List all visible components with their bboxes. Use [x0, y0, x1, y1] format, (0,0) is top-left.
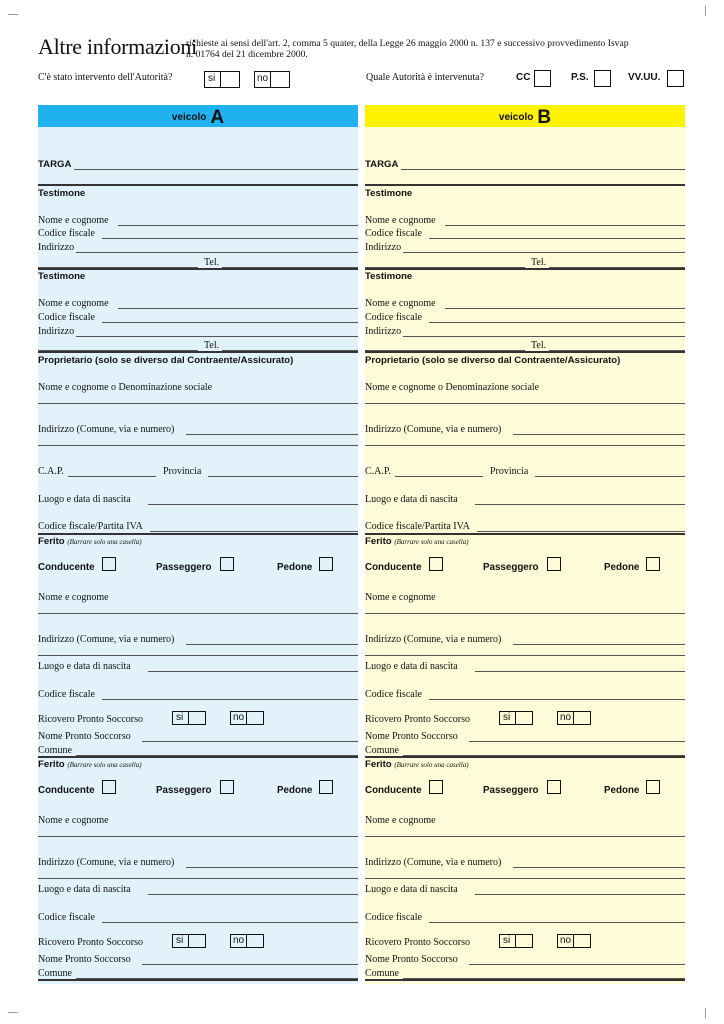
- ferito-1-heading: [38, 536, 142, 547]
- ricovero-no-label: no: [233, 935, 245, 946]
- proprietario-nascita-field[interactable]: [365, 492, 685, 506]
- field-label: Ricovero Pronto Soccorso: [365, 714, 470, 725]
- section-divider: [38, 351, 358, 353]
- field-label: Indirizzo: [38, 242, 75, 253]
- targa-line[interactable]: [401, 169, 685, 170]
- ferito-1-cf-field[interactable]: [38, 687, 358, 701]
- ferito-1-nome-field[interactable]: [38, 590, 358, 604]
- ferito-1-pedone-checkbox[interactable]: [646, 557, 660, 571]
- field-label: Indirizzo (Comune, via e numero): [365, 634, 502, 645]
- field-label: Codice fiscale/Partita IVA: [365, 521, 470, 532]
- field-line[interactable]: [429, 322, 685, 323]
- field-line[interactable]: [148, 504, 358, 505]
- ferito-note: (Barrare solo una casella): [67, 761, 142, 769]
- page-title: Altre informazioni: [38, 34, 197, 59]
- field-line[interactable]: [429, 238, 685, 239]
- authority-vvuu-checkbox[interactable]: [667, 70, 684, 87]
- ferito-2-conducente-label: Conducente: [38, 785, 95, 796]
- field-line[interactable]: [535, 476, 685, 477]
- authority-option-cc-label: CC: [516, 72, 531, 83]
- field-label: Nome Pronto Soccorso: [38, 954, 131, 965]
- ricovero-si-label: si: [176, 935, 184, 946]
- field-label: Indirizzo (Comune, via e numero): [365, 424, 502, 435]
- ricovero-no-box[interactable]: [573, 711, 591, 725]
- field-label: Nome e cognome o Denominazione sociale: [365, 382, 540, 393]
- vehicle-header-prefix: veicolo: [498, 112, 534, 123]
- ferito-2-nome-field[interactable]: [38, 813, 358, 827]
- authority-question: C'è stato intervento dell'Autorità?: [38, 72, 173, 83]
- ferito-1-passeggero-label: Passeggero: [483, 562, 539, 573]
- field-line[interactable]: [445, 308, 685, 309]
- section-divider: [365, 268, 685, 270]
- field-label: Nome Pronto Soccorso: [365, 954, 458, 965]
- ricovero-no-box[interactable]: [573, 934, 591, 948]
- subtitle-line-1: richieste ai sensi dell'art. 2, comma 5 quater, della Legge 26 maggio 2000 n. 137 e successivo provvedimento Isvap: [186, 38, 629, 49]
- field-label: Luogo e data di nascita: [38, 494, 131, 505]
- section-divider: [365, 533, 685, 535]
- testimone-2-tel-field[interactable]: [365, 338, 685, 352]
- field-label: Nome e cognome: [38, 815, 109, 826]
- testimone-2-nome-field[interactable]: [365, 296, 685, 310]
- section-divider: [38, 979, 358, 981]
- crop-mark: [705, 6, 706, 16]
- field-line[interactable]: [102, 699, 358, 700]
- ferito-1-indirizzo-field[interactable]: [365, 632, 685, 646]
- field-line[interactable]: [148, 894, 358, 895]
- ferito-1-indirizzo-field[interactable]: [38, 632, 358, 646]
- section-divider: [38, 184, 358, 186]
- testimone-2-cf-field[interactable]: [365, 310, 685, 324]
- testimone-1-nome-field[interactable]: [365, 213, 685, 227]
- field-line[interactable]: [429, 922, 685, 923]
- crop-mark: [705, 1008, 706, 1018]
- field-line[interactable]: [477, 531, 685, 532]
- ricovero-si-box[interactable]: [188, 934, 206, 948]
- ricovero-si-label: si: [503, 712, 511, 723]
- field-label: Codice fiscale: [365, 312, 422, 323]
- ferito-note: (Barrare solo una casella): [67, 538, 142, 546]
- vehicle-header-letter: B: [537, 107, 552, 128]
- ferito-1-passeggero-label: Passeggero: [156, 562, 212, 573]
- field-label: Indirizzo (Comune, via e numero): [365, 857, 502, 868]
- ferito-note: (Barrare solo una casella): [394, 538, 469, 546]
- ferito-2-nome-ps-field[interactable]: [365, 952, 685, 966]
- field-line[interactable]: [513, 867, 685, 868]
- field-label: C.A.P.: [365, 466, 391, 477]
- ferito-2-conducente-checkbox[interactable]: [429, 780, 443, 794]
- authority-si-box[interactable]: [220, 71, 240, 88]
- field-label: Nome e cognome: [365, 215, 436, 226]
- testimone-1-heading: Testimone: [38, 188, 86, 199]
- vehicle-header-letter: A: [210, 107, 225, 128]
- ferito-2-cf-field[interactable]: [365, 910, 685, 924]
- field-label: Ricovero Pronto Soccorso: [38, 937, 143, 948]
- field-line[interactable]: [102, 922, 358, 923]
- ferito-1-heading: [365, 536, 469, 547]
- authority-ps-checkbox[interactable]: [594, 70, 611, 87]
- crop-mark: [8, 14, 18, 15]
- field-label: Nome e cognome: [38, 298, 109, 309]
- field-label: Ricovero Pronto Soccorso: [365, 937, 470, 948]
- testimone-2-heading: Testimone: [365, 271, 413, 282]
- ricovero-si-label: si: [503, 935, 511, 946]
- ricovero-no-label: no: [233, 712, 245, 723]
- field-line[interactable]: [395, 476, 483, 477]
- field-line[interactable]: [429, 699, 685, 700]
- ferito-note: (Barrare solo una casella): [394, 761, 469, 769]
- field-line[interactable]: [76, 252, 358, 253]
- field-label: Tel.: [204, 340, 220, 351]
- field-label: Comune: [38, 745, 72, 756]
- testimone-1-heading: Testimone: [365, 188, 413, 199]
- field-label: Comune: [365, 968, 399, 979]
- authority-option-vvuu-label: VV.UU.: [628, 72, 661, 83]
- proprietario-nome-field[interactable]: [365, 380, 685, 394]
- field-line[interactable]: [513, 644, 685, 645]
- ferito-1-comune-field[interactable]: [365, 743, 685, 757]
- ferito-1-conducente-label: Conducente: [365, 562, 422, 573]
- page-subtitle: [186, 38, 686, 60]
- ferito-2-heading: [365, 759, 469, 770]
- field-label: Tel.: [204, 257, 220, 268]
- field-line[interactable]: [38, 655, 358, 656]
- field-line[interactable]: [403, 336, 685, 337]
- ferito-2-comune-field[interactable]: [38, 966, 358, 980]
- field-label: Indirizzo: [365, 326, 402, 337]
- field-line[interactable]: [475, 894, 685, 895]
- ferito-2-conducente-label: Conducente: [365, 785, 422, 796]
- field-line[interactable]: [475, 504, 685, 505]
- field-line[interactable]: [142, 964, 358, 965]
- ricovero-no-box[interactable]: [246, 934, 264, 948]
- targa-field[interactable]: [365, 157, 685, 171]
- field-line[interactable]: [68, 476, 156, 477]
- vehicle-header: [38, 105, 358, 127]
- testimone-1-tel-field[interactable]: [365, 255, 685, 269]
- ferito-1-pedone-checkbox[interactable]: [319, 557, 333, 571]
- ferito-1-passeggero-checkbox[interactable]: [547, 557, 561, 571]
- proprietario-heading: Proprietario (solo se diverso dal Contraente/Assicurato): [38, 355, 294, 366]
- field-line[interactable]: [38, 403, 358, 404]
- vehicle-header-prefix: veicolo: [171, 112, 207, 123]
- field-label: Provincia: [490, 466, 529, 477]
- field-label: Tel.: [531, 340, 547, 351]
- authority-si-label: si: [208, 73, 216, 84]
- authority-no-label: no: [257, 73, 269, 84]
- proprietario-heading: Proprietario (solo se diverso dal Contraente/Assicurato): [365, 355, 621, 366]
- testimone-1-indirizzo-field[interactable]: [38, 240, 358, 254]
- ferito-label: Ferito: [38, 759, 65, 770]
- ferito-label: Ferito: [365, 536, 392, 547]
- field-label: C.A.P.: [38, 466, 64, 477]
- field-line[interactable]: [102, 322, 358, 323]
- testimone-2-cf-field[interactable]: [38, 310, 358, 324]
- field-line[interactable]: [365, 655, 685, 656]
- field-line[interactable]: [148, 671, 358, 672]
- field-label: Luogo e data di nascita: [365, 884, 458, 895]
- ferito-2-conducente-checkbox[interactable]: [102, 780, 116, 794]
- targa-label: TARGA: [365, 159, 399, 170]
- ricovero-no-label: no: [560, 712, 572, 723]
- testimone-2-indirizzo-field[interactable]: [365, 324, 685, 338]
- ferito-2-pedone-checkbox[interactable]: [319, 780, 333, 794]
- field-label: Nome e cognome: [365, 592, 436, 603]
- proprietario-indirizzo-field[interactable]: [38, 422, 358, 436]
- field-label: Nome Pronto Soccorso: [38, 731, 131, 742]
- field-label: Codice fiscale: [38, 228, 95, 239]
- ferito-2-nome-ps-field[interactable]: [38, 952, 358, 966]
- testimone-1-cf-field[interactable]: [365, 226, 685, 240]
- ferito-2-pedone-label: Pedone: [604, 785, 640, 796]
- vehicle-header: [365, 105, 685, 127]
- field-line[interactable]: [186, 867, 358, 868]
- authority-which-question: Quale Autorità è intervenuta?: [366, 72, 485, 83]
- ferito-2-indirizzo-field[interactable]: [365, 855, 685, 869]
- section-divider: [365, 979, 685, 981]
- section-divider: [38, 268, 358, 270]
- ferito-2-passeggero-label: Passeggero: [483, 785, 539, 796]
- field-line[interactable]: [76, 336, 358, 337]
- field-line[interactable]: [38, 836, 358, 837]
- field-label: Codice fiscale: [38, 689, 95, 700]
- field-label: Luogo e data di nascita: [365, 661, 458, 672]
- field-label: Indirizzo (Comune, via e numero): [38, 857, 175, 868]
- ferito-1-conducente-checkbox[interactable]: [429, 557, 443, 571]
- field-line[interactable]: [150, 531, 358, 532]
- ferito-2-indirizzo-field[interactable]: [38, 855, 358, 869]
- ricovero-si-label: si: [176, 712, 184, 723]
- field-label: Indirizzo (Comune, via e numero): [38, 424, 175, 435]
- ferito-1-cf-field[interactable]: [365, 687, 685, 701]
- field-label: Codice fiscale: [365, 689, 422, 700]
- field-label: Indirizzo (Comune, via e numero): [38, 634, 175, 645]
- proprietario-nome-field[interactable]: [38, 380, 358, 394]
- section-divider: [38, 756, 358, 758]
- field-label: Tel.: [531, 257, 547, 268]
- testimone-1-nome-field[interactable]: [38, 213, 358, 227]
- field-label: Indirizzo: [365, 242, 402, 253]
- ricovero-si-box[interactable]: [188, 711, 206, 725]
- field-line[interactable]: [186, 644, 358, 645]
- ferito-2-heading: [38, 759, 142, 770]
- ferito-2-comune-field[interactable]: [365, 966, 685, 980]
- field-line[interactable]: [38, 445, 358, 446]
- field-label: Codice fiscale: [38, 912, 95, 923]
- section-divider: [365, 756, 685, 758]
- section-divider: [365, 184, 685, 186]
- field-label: Comune: [365, 745, 399, 756]
- section-divider: [365, 351, 685, 353]
- field-line[interactable]: [38, 613, 358, 614]
- ferito-1-nome-ps-field[interactable]: [38, 729, 358, 743]
- field-label: Nome e cognome: [38, 215, 109, 226]
- field-line[interactable]: [365, 403, 685, 404]
- testimone-2-heading: Testimone: [38, 271, 86, 282]
- crop-mark: [8, 1012, 18, 1013]
- targa-field[interactable]: [38, 157, 358, 171]
- field-label: Luogo e data di nascita: [365, 494, 458, 505]
- ferito-1-conducente-checkbox[interactable]: [102, 557, 116, 571]
- field-label: Luogo e data di nascita: [38, 661, 131, 672]
- proprietario-nascita-field[interactable]: [38, 492, 358, 506]
- field-line[interactable]: [186, 434, 358, 435]
- ricovero-si-box[interactable]: [515, 934, 533, 948]
- field-line[interactable]: [403, 252, 685, 253]
- field-line[interactable]: [365, 836, 685, 837]
- ferito-1-passeggero-checkbox[interactable]: [220, 557, 234, 571]
- field-line[interactable]: [142, 741, 358, 742]
- field-line[interactable]: [469, 741, 685, 742]
- targa-line[interactable]: [74, 169, 358, 170]
- field-line[interactable]: [365, 613, 685, 614]
- ferito-1-pedone-label: Pedone: [604, 562, 640, 573]
- ferito-1-pedone-label: Pedone: [277, 562, 313, 573]
- field-label: Luogo e data di nascita: [38, 884, 131, 895]
- ferito-2-passeggero-checkbox[interactable]: [220, 780, 234, 794]
- field-label: Comune: [38, 968, 72, 979]
- field-line[interactable]: [208, 476, 358, 477]
- field-label: Nome e cognome o Denominazione sociale: [38, 382, 213, 393]
- ferito-label: Ferito: [38, 536, 65, 547]
- field-line[interactable]: [475, 671, 685, 672]
- field-line[interactable]: [118, 308, 358, 309]
- ferito-2-nascita-field[interactable]: [38, 882, 358, 896]
- field-line[interactable]: [365, 878, 685, 879]
- testimone-2-indirizzo-field[interactable]: [38, 324, 358, 338]
- testimone-2-nome-field[interactable]: [38, 296, 358, 310]
- field-label: Codice fiscale/Partita IVA: [38, 521, 143, 532]
- field-label: Nome e cognome: [365, 298, 436, 309]
- ricovero-no-box[interactable]: [246, 711, 264, 725]
- ferito-2-nascita-field[interactable]: [365, 882, 685, 896]
- field-label: Nome e cognome: [38, 592, 109, 603]
- field-line[interactable]: [365, 445, 685, 446]
- field-label: Codice fiscale: [38, 312, 95, 323]
- ferito-2-passeggero-checkbox[interactable]: [547, 780, 561, 794]
- field-label: Indirizzo: [38, 326, 75, 337]
- testimone-2-tel-field[interactable]: [38, 338, 358, 352]
- ferito-2-passeggero-label: Passeggero: [156, 785, 212, 796]
- field-label: Codice fiscale: [365, 912, 422, 923]
- testimone-1-cf-field[interactable]: [38, 226, 358, 240]
- section-divider: [38, 533, 358, 535]
- ferito-2-pedone-checkbox[interactable]: [646, 780, 660, 794]
- field-label: Codice fiscale: [365, 228, 422, 239]
- ferito-1-nascita-field[interactable]: [38, 659, 358, 673]
- ferito-1-nome-ps-field[interactable]: [365, 729, 685, 743]
- proprietario-cap-field[interactable]: [38, 464, 358, 478]
- proprietario-cf-field[interactable]: [365, 519, 685, 533]
- ricovero-no-label: no: [560, 935, 572, 946]
- testimone-1-tel-field[interactable]: [38, 255, 358, 269]
- ferito-1-nome-field[interactable]: [365, 590, 685, 604]
- vehicle-a-column: [38, 105, 358, 984]
- ferito-label: Ferito: [365, 759, 392, 770]
- ferito-2-pedone-label: Pedone: [277, 785, 313, 796]
- ferito-1-comune-field[interactable]: [38, 743, 358, 757]
- field-line[interactable]: [38, 878, 358, 879]
- field-label: Nome Pronto Soccorso: [365, 731, 458, 742]
- ferito-1-conducente-label: Conducente: [38, 562, 95, 573]
- authority-no-box[interactable]: [270, 71, 290, 88]
- targa-label: TARGA: [38, 159, 72, 170]
- authority-cc-checkbox[interactable]: [534, 70, 551, 87]
- ricovero-si-box[interactable]: [515, 711, 533, 725]
- field-label: Ricovero Pronto Soccorso: [38, 714, 143, 725]
- ferito-2-nome-field[interactable]: [365, 813, 685, 827]
- ferito-2-cf-field[interactable]: [38, 910, 358, 924]
- vehicle-b-column: [365, 105, 685, 984]
- field-line[interactable]: [469, 964, 685, 965]
- subtitle-line-2: n. 01764 del 21 dicembre 2000.: [186, 49, 308, 60]
- authority-option-ps-label: P.S.: [571, 72, 589, 83]
- field-label: Provincia: [163, 466, 202, 477]
- testimone-1-indirizzo-field[interactable]: [365, 240, 685, 254]
- ferito-1-nascita-field[interactable]: [365, 659, 685, 673]
- field-line[interactable]: [102, 238, 358, 239]
- proprietario-cap-field[interactable]: [365, 464, 685, 478]
- field-line[interactable]: [513, 434, 685, 435]
- proprietario-cf-field[interactable]: [38, 519, 358, 533]
- proprietario-indirizzo-field[interactable]: [365, 422, 685, 436]
- field-label: Nome e cognome: [365, 815, 436, 826]
